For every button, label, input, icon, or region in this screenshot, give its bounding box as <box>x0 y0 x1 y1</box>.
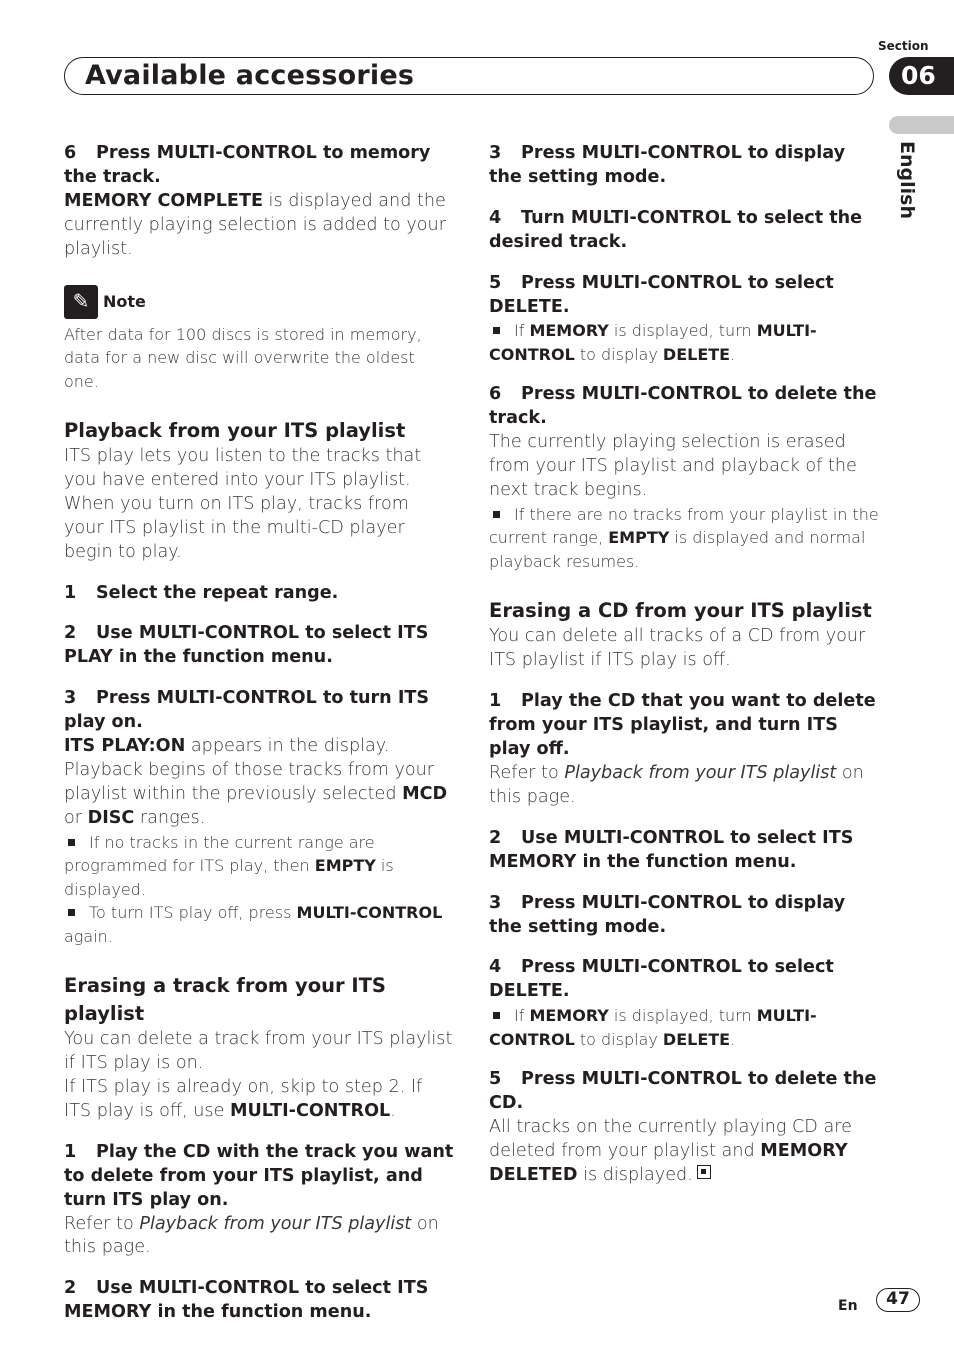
step-number: 6 <box>64 143 77 163</box>
bold-term: MULTI-CONTROL <box>230 1100 391 1121</box>
step-title: Press MULTI-CONTROL to select DELETE. <box>489 957 834 1002</box>
text: Refer to <box>489 763 565 783</box>
step-title: Press MULTI-CONTROL to delete the CD. <box>489 1069 877 1114</box>
bullet-icon <box>493 511 500 518</box>
step-title: Press MULTI-CONTROL to turn ITS play on. <box>64 688 430 733</box>
step-number: 2 <box>64 1278 77 1299</box>
step-number: 5 <box>489 1069 502 1090</box>
bold-term: MEMORY COMPLETE <box>64 190 263 211</box>
text: to display <box>574 344 663 364</box>
step-title: Use MULTI-CONTROL to select ITS PLAY in the function menu. <box>64 623 429 668</box>
text: . <box>730 344 736 364</box>
bold-term: DELETE <box>662 344 731 364</box>
bold-term: DELETE <box>662 1029 731 1049</box>
bold-term: MEMORY <box>529 1006 609 1026</box>
right-column <box>489 142 879 1188</box>
step-heading <box>489 827 879 875</box>
cross-reference: Playback from your ITS playlist <box>564 763 837 783</box>
paragraph <box>489 762 879 810</box>
step-number: 1 <box>64 1141 77 1162</box>
text: is displayed and normal playback resumes. <box>489 528 866 571</box>
paragraph: You can delete a track from your ITS playlist if ITS play is on. <box>64 1029 453 1074</box>
step-number: 4 <box>489 207 502 228</box>
bold-term: EMPTY <box>608 528 670 548</box>
bullet-icon <box>493 1012 500 1019</box>
left-column <box>64 142 454 1325</box>
step-title: Press MULTI-CONTROL to select DELETE. <box>489 272 834 317</box>
step-title: Turn MULTI-CONTROL to select the desired track. <box>489 207 863 252</box>
paragraph <box>64 1213 454 1261</box>
step-heading <box>64 582 454 606</box>
bullet-item <box>64 831 454 902</box>
step-title: Play the CD that you want to delete from your ITS playlist, and turn ITS play off. <box>489 691 876 760</box>
step-number: 3 <box>489 143 502 163</box>
text: is displayed. <box>64 856 394 899</box>
text: appears in the display. Playback begins of those tracks from your playlist within the previously selected <box>64 736 435 804</box>
note-header <box>64 285 454 319</box>
step-heading <box>489 207 879 255</box>
text: To turn ITS play off, press <box>89 903 297 923</box>
text: on this page. <box>64 1213 439 1258</box>
step-heading <box>489 142 879 190</box>
step-heading <box>64 1141 454 1213</box>
pencil-note-icon: ✎ <box>64 285 98 319</box>
bold-term: EMPTY <box>314 856 376 876</box>
paragraph: The currently playing selection is erased from your ITS playlist and playback of the next track begins. <box>489 432 857 501</box>
bullet-icon <box>493 327 500 334</box>
step-title: Press MULTI-CONTROL to display the setting mode. <box>489 892 846 937</box>
text: If <box>514 321 530 341</box>
text: ranges. <box>134 807 206 828</box>
note-text: After data for 100 discs is stored in memory, data for a new disc will overwrite the oldest one. <box>64 324 422 391</box>
cross-reference: Playback from your ITS playlist <box>139 1213 412 1234</box>
step-number: 3 <box>489 892 502 913</box>
step-heading <box>489 272 879 320</box>
step-number: 6 <box>489 384 502 405</box>
step-heading <box>489 892 879 940</box>
text: to display <box>574 1029 663 1049</box>
step-heading <box>489 956 879 1004</box>
language-tab-marker <box>889 116 954 134</box>
step-number: 3 <box>64 688 77 709</box>
step-title: Use MULTI-CONTROL to select ITS MEMORY in the function menu. <box>489 827 854 872</box>
text: All tracks on the currently playing CD are deleted from your playlist and <box>489 1117 852 1161</box>
step-heading <box>489 690 879 762</box>
text: If <box>514 1006 530 1026</box>
step-heading <box>489 1068 879 1116</box>
step-heading <box>489 383 879 431</box>
bold-term: ITS PLAY:ON <box>64 736 186 757</box>
title-banner <box>64 57 874 95</box>
page-title: Available accessories <box>85 60 415 91</box>
step-number: 1 <box>489 691 502 712</box>
text: is displayed. <box>577 1164 693 1185</box>
text: . <box>730 1029 736 1049</box>
bold-term: MULTI-CONTROL <box>489 321 817 364</box>
text: is displayed and the currently playing selection is added to your playlist. <box>64 190 446 259</box>
bold-term: MULTI-CONTROL <box>489 1006 817 1049</box>
bullet-item <box>489 1004 879 1051</box>
bold-term: MEMORY DELETED <box>489 1140 848 1185</box>
language-tab: English <box>896 141 918 219</box>
step-number: 2 <box>64 623 77 644</box>
bullet-item <box>489 319 879 366</box>
step-title: Press MULTI-CONTROL to memory the track. <box>64 143 431 187</box>
step-title: Press MULTI-CONTROL to delete the track. <box>489 384 877 429</box>
bold-term: MEMORY <box>529 321 609 341</box>
step-number: 4 <box>489 957 502 978</box>
page-number: 47 <box>876 1288 920 1312</box>
text: on this page. <box>489 763 864 807</box>
section-number-badge: 06 <box>889 57 954 95</box>
text: is displayed, turn <box>608 1006 757 1026</box>
text: again. <box>64 926 113 946</box>
text: If no tracks in the current range are programmed for ITS play, then <box>64 832 375 876</box>
paragraph <box>64 1076 454 1124</box>
bold-term: DISC <box>87 807 135 828</box>
bold-term: MULTI-CONTROL <box>296 903 443 923</box>
step-number: 5 <box>489 272 502 293</box>
step-heading <box>64 142 454 190</box>
paragraph <box>489 1116 879 1188</box>
step-heading <box>64 622 454 670</box>
end-of-section-icon <box>697 1165 711 1179</box>
section-heading: Playback from your ITS playlist <box>64 419 406 443</box>
step-number: 1 <box>64 582 77 603</box>
footer-language: En <box>838 1298 858 1314</box>
bullet-icon <box>68 909 75 916</box>
step-heading <box>64 687 454 735</box>
step-title: Select the repeat range. <box>96 582 339 603</box>
step-title: Play the CD with the track you want to delete from your ITS playlist, and turn ITS play on. <box>64 1141 454 1210</box>
bullet-icon <box>68 839 75 846</box>
paragraph <box>64 735 454 831</box>
paragraph <box>64 190 454 262</box>
step-number: 2 <box>489 827 502 848</box>
section-heading: Erasing a track from your ITS playlist <box>64 974 386 1026</box>
step-title: Use MULTI-CONTROL to select ITS MEMORY in the function menu. <box>64 1278 429 1323</box>
step-title: Press MULTI-CONTROL to display the setting mode. <box>489 143 846 187</box>
bullet-item <box>489 503 879 574</box>
section-label: Section <box>878 39 929 53</box>
section-heading: Erasing a CD from your ITS playlist <box>489 599 872 623</box>
text: or <box>64 807 88 828</box>
bullet-item <box>64 901 454 948</box>
text: Refer to <box>64 1213 140 1234</box>
paragraph: You can delete all tracks of a CD from your ITS playlist if ITS play is off. <box>489 626 866 671</box>
text: . <box>390 1100 396 1121</box>
text: If there are no tracks from your playlist in the current range, <box>489 504 879 548</box>
note-label: Note <box>103 291 146 311</box>
paragraph: ITS play lets you listen to the tracks that you have entered into your ITS playlist. When you turn on ITS play, tracks from your ITS playlist in the multi-CD player begin to play. <box>64 446 422 562</box>
text: is displayed, turn <box>608 321 757 341</box>
text: If ITS play is already on, skip to step 2. If ITS play is off, use <box>64 1077 423 1121</box>
step-heading <box>64 1277 454 1325</box>
bold-term: MCD <box>402 783 448 804</box>
